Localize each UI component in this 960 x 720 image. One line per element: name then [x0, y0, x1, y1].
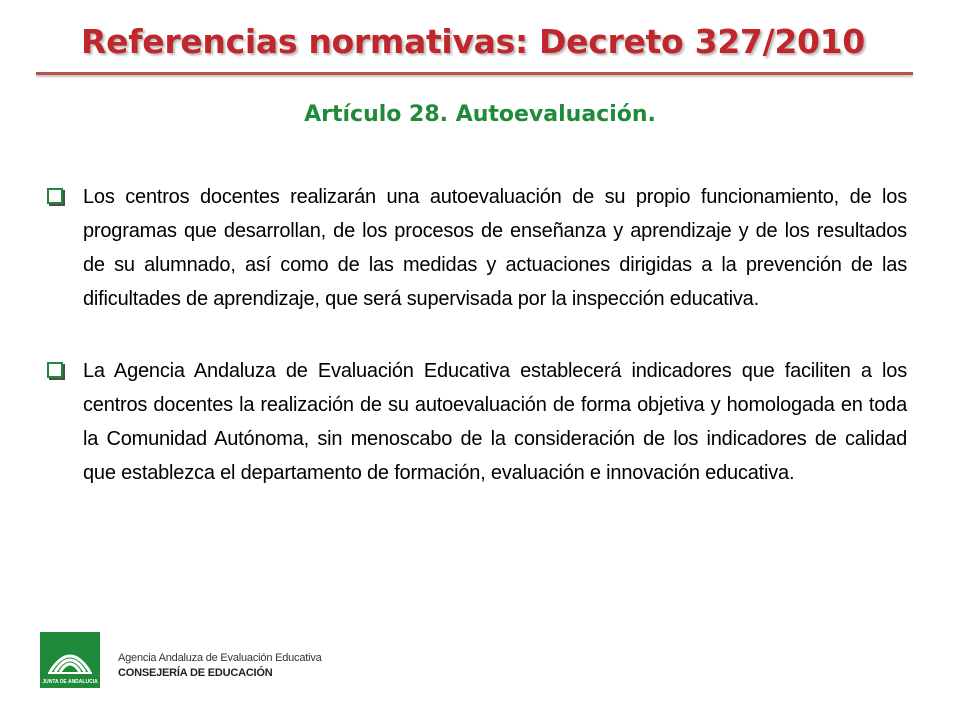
junta-andalucia-logo	[40, 632, 100, 688]
bullet-list	[45, 180, 907, 528]
article-heading: Artículo 28. Autoevaluación.	[304, 102, 656, 127]
title-divider	[36, 72, 913, 75]
checkbox-bullet-icon	[47, 362, 63, 378]
footer	[40, 632, 340, 688]
slide-title: Referencias normativas: Decreto 327/2010	[81, 22, 865, 61]
logo-caption: JUNTA DE ANDALUCIA	[42, 679, 98, 685]
checkbox-bullet-icon	[47, 188, 63, 204]
bullet-text: La Agencia Andaluza de Evaluación Educativa establecerá indicadores que faciliten a los centros docentes la realización de su autoevaluación de forma objetiva y homologada en toda la Comunidad Autónoma, sin menoscabo de la consideración de los indicadores de calidad que establezca el departamento de formación, evaluación e innovación educativa.	[83, 360, 907, 484]
list-item	[45, 180, 907, 316]
list-item	[45, 354, 907, 490]
department-name: CONSEJERÍA DE EDUCACIÓN	[118, 667, 273, 679]
bullet-text: Los centros docentes realizarán una autoevaluación de su propio funcionamiento, de los programas que desarrollan, de los procesos de enseñanza y aprendizaje y de los resultados de su alumnado, así como de las medidas y actuaciones dirigidas a la prevención de las dificultades de aprendizaje, que será supervisada por la inspección educativa.	[83, 186, 907, 310]
agency-name: Agencia Andaluza de Evaluación Educativa	[118, 652, 322, 664]
